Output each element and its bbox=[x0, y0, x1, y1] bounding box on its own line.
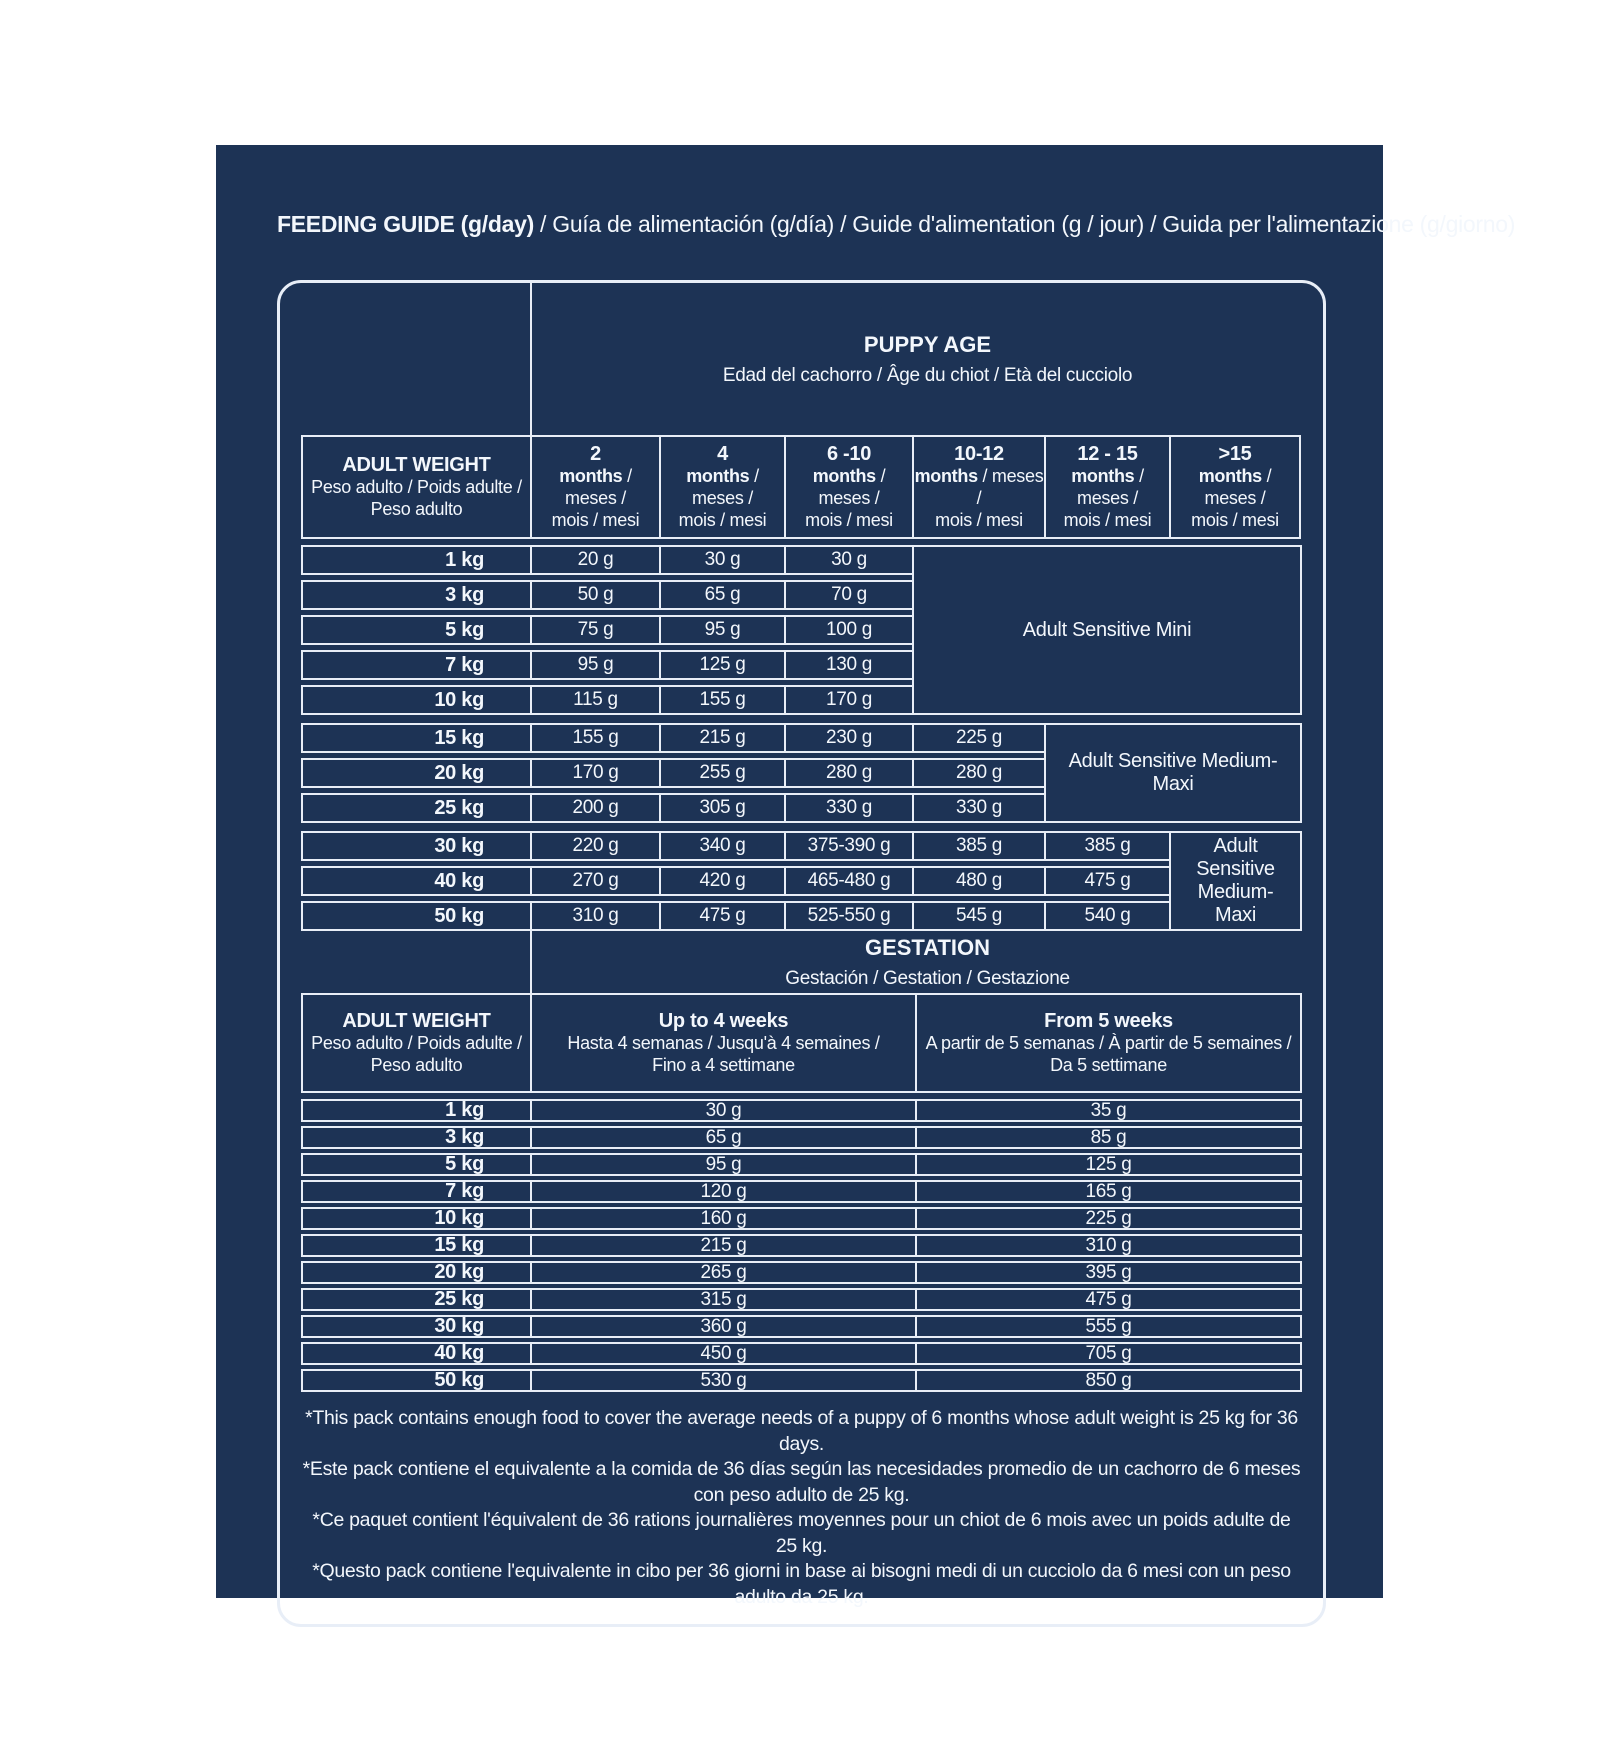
value-cell: 215 g bbox=[532, 1234, 917, 1257]
table-row bbox=[301, 866, 1171, 896]
value-cell: 330 g bbox=[914, 793, 1046, 823]
table-row bbox=[301, 1126, 1302, 1149]
value-cell: 35 g bbox=[917, 1099, 1302, 1122]
value-cell: 545 g bbox=[914, 901, 1046, 931]
value-cell: 220 g bbox=[532, 831, 661, 861]
puppy-table-header-row bbox=[301, 435, 1302, 539]
value-cell: 385 g bbox=[914, 831, 1046, 861]
table-row bbox=[301, 1153, 1302, 1176]
value-cell: 310 g bbox=[532, 901, 661, 931]
table-row bbox=[301, 545, 914, 575]
puppy-age-column-header: >15 months / meses / mois / mesi bbox=[1171, 435, 1301, 539]
table-row bbox=[301, 901, 1171, 931]
puppy-age-column-header: 10-12 months / meses / mois / mesi bbox=[914, 435, 1046, 539]
value-cell: 530 g bbox=[532, 1369, 917, 1392]
page-title-rest: / Guía de alimentación (g/día) / Guide d'alimentation (g / jour) / Guida per l'alimentazione (g/giorno) bbox=[533, 211, 1516, 237]
footnote-it: *Questo pack contiene l'equivalente in cibo per 36 giorni in base ai bisogni medi di un cucciolo da 6 mesi con un peso adulto da 25 kg. bbox=[312, 1560, 1291, 1608]
puppy-age-column-header: 6 -10 months / meses / mois / mesi bbox=[786, 435, 914, 539]
value-cell: 850 g bbox=[917, 1369, 1302, 1392]
weight-cell: 10 kg bbox=[301, 685, 532, 715]
value-cell: 280 g bbox=[914, 758, 1046, 788]
puppy-age-column-header: 4 months / meses / mois / mesi bbox=[661, 435, 786, 539]
weight-cell: 25 kg bbox=[301, 1288, 532, 1311]
weight-cell: 7 kg bbox=[301, 1180, 532, 1203]
table-row bbox=[301, 1207, 1302, 1230]
value-cell: 95 g bbox=[532, 650, 661, 680]
value-cell: 120 g bbox=[532, 1180, 917, 1203]
value-cell: 705 g bbox=[917, 1342, 1302, 1365]
value-cell: 75 g bbox=[532, 615, 661, 645]
puppy-age-column-header: 12 - 15 months / meses / mois / mesi bbox=[1046, 435, 1171, 539]
footnotes bbox=[301, 1406, 1302, 1610]
weight-cell: 30 kg bbox=[301, 831, 532, 861]
value-cell: 215 g bbox=[661, 723, 786, 753]
puppy-age-column-header: 2 months / meses / mois / mesi bbox=[532, 435, 661, 539]
puppy-table-body bbox=[301, 545, 1302, 931]
product-range-cell: Adult Sensitive Medium-Maxi bbox=[1169, 831, 1302, 931]
weight-cell: 5 kg bbox=[301, 615, 532, 645]
weight-cell: 10 kg bbox=[301, 1207, 532, 1230]
product-range-cell: Adult Sensitive Medium-Maxi bbox=[1044, 723, 1302, 823]
value-cell: 475 g bbox=[661, 901, 786, 931]
value-cell: 160 g bbox=[532, 1207, 917, 1230]
value-cell: 95 g bbox=[661, 615, 786, 645]
from-5-weeks-header: From 5 weeks A partir de 5 semanas / À partir de 5 semaines / Da 5 settimane bbox=[917, 993, 1302, 1093]
value-cell: 280 g bbox=[786, 758, 914, 788]
gestation-table-body bbox=[301, 1099, 1302, 1392]
value-cell: 255 g bbox=[661, 758, 786, 788]
weight-cell: 3 kg bbox=[301, 580, 532, 610]
table-row bbox=[301, 1369, 1302, 1392]
value-cell: 30 g bbox=[786, 545, 914, 575]
weight-cell: 25 kg bbox=[301, 793, 532, 823]
value-cell: 385 g bbox=[1046, 831, 1171, 861]
weight-cell: 50 kg bbox=[301, 1369, 532, 1392]
adult-weight-header: ADULT WEIGHT Peso adulto / Poids adulte / Peso adulto bbox=[301, 435, 532, 539]
weight-cell: 5 kg bbox=[301, 1153, 532, 1176]
value-cell: 360 g bbox=[532, 1315, 917, 1338]
value-cell: 170 g bbox=[786, 685, 914, 715]
value-cell: 375-390 g bbox=[786, 831, 914, 861]
page-title bbox=[277, 211, 1515, 238]
value-cell: 70 g bbox=[786, 580, 914, 610]
value-cell: 315 g bbox=[532, 1288, 917, 1311]
weight-cell: 30 kg bbox=[301, 1315, 532, 1338]
table-row bbox=[301, 1342, 1302, 1365]
weight-cell: 1 kg bbox=[301, 1099, 532, 1122]
table-row bbox=[301, 580, 914, 610]
value-cell: 450 g bbox=[532, 1342, 917, 1365]
value-cell: 540 g bbox=[1046, 901, 1171, 931]
value-cell: 340 g bbox=[661, 831, 786, 861]
value-cell: 125 g bbox=[661, 650, 786, 680]
weight-cell: 1 kg bbox=[301, 545, 532, 575]
value-cell: 30 g bbox=[661, 545, 786, 575]
up-to-4-weeks-header: Up to 4 weeks Hasta 4 semanas / Jusqu'à 4 semaines / Fino a 4 settimane bbox=[532, 993, 917, 1093]
weight-cell: 20 kg bbox=[301, 1261, 532, 1284]
table-row bbox=[301, 831, 1171, 861]
value-cell: 475 g bbox=[1046, 866, 1171, 896]
value-cell: 170 g bbox=[532, 758, 661, 788]
value-cell: 230 g bbox=[786, 723, 914, 753]
table-row bbox=[301, 1288, 1302, 1311]
weight-cell: 15 kg bbox=[301, 1234, 532, 1257]
value-cell: 95 g bbox=[532, 1153, 917, 1176]
table-row bbox=[301, 1315, 1302, 1338]
value-cell: 475 g bbox=[917, 1288, 1302, 1311]
value-cell: 555 g bbox=[917, 1315, 1302, 1338]
value-cell: 200 g bbox=[532, 793, 661, 823]
table-row bbox=[301, 1261, 1302, 1284]
puppy-age-group bbox=[301, 723, 1302, 823]
value-cell: 420 g bbox=[661, 866, 786, 896]
table-row bbox=[301, 1099, 1302, 1122]
product-range-cell: Adult Sensitive Mini bbox=[912, 545, 1302, 715]
value-cell: 65 g bbox=[532, 1126, 917, 1149]
gestation-subtitle: Gestación / Gestation / Gestazione bbox=[785, 967, 1070, 989]
value-cell: 225 g bbox=[917, 1207, 1302, 1230]
value-cell: 165 g bbox=[917, 1180, 1302, 1203]
footnote-fr: *Ce paquet contient l'équivalent de 36 rations journalières moyennes pour un chiot de 6 mois avec un poids adulte de 25 kg. bbox=[312, 1509, 1291, 1557]
value-cell: 30 g bbox=[532, 1099, 917, 1122]
value-cell: 465-480 g bbox=[786, 866, 914, 896]
table-row bbox=[301, 1180, 1302, 1203]
feeding-guide-panel bbox=[216, 145, 1516, 1608]
adult-weight-header: ADULT WEIGHT Peso adulto / Poids adulte / Peso adulto bbox=[301, 993, 532, 1093]
value-cell: 130 g bbox=[786, 650, 914, 680]
table-row bbox=[301, 723, 1046, 753]
gestation-band bbox=[301, 931, 1302, 993]
value-cell: 155 g bbox=[532, 723, 661, 753]
value-cell: 100 g bbox=[786, 615, 914, 645]
weight-cell: 40 kg bbox=[301, 1342, 532, 1365]
value-cell: 115 g bbox=[532, 685, 661, 715]
footnote-en: *This pack contains enough food to cover the average needs of a puppy of 6 months whose adult weight is 25 kg for 36 days. bbox=[305, 1407, 1298, 1455]
weight-cell: 40 kg bbox=[301, 866, 532, 896]
table-row bbox=[301, 758, 1046, 788]
value-cell: 395 g bbox=[917, 1261, 1302, 1284]
value-cell: 525-550 g bbox=[786, 901, 914, 931]
value-cell: 225 g bbox=[914, 723, 1046, 753]
puppy-age-group bbox=[301, 831, 1302, 931]
weight-cell: 3 kg bbox=[301, 1126, 532, 1149]
table-row bbox=[301, 650, 914, 680]
value-cell: 125 g bbox=[917, 1153, 1302, 1176]
puppy-age-title: PUPPY AGE bbox=[863, 331, 992, 357]
gestation-title: GESTATION bbox=[864, 934, 991, 960]
value-cell: 50 g bbox=[532, 580, 661, 610]
value-cell: 85 g bbox=[917, 1126, 1302, 1149]
table-row bbox=[301, 1234, 1302, 1257]
gestation-table-header-row bbox=[301, 993, 1302, 1093]
table-row bbox=[301, 685, 914, 715]
page-title-bold: FEEDING GUIDE (g/day) bbox=[277, 211, 534, 237]
value-cell: 65 g bbox=[661, 580, 786, 610]
puppy-age-group bbox=[301, 545, 1302, 715]
value-cell: 265 g bbox=[532, 1261, 917, 1284]
value-cell: 330 g bbox=[786, 793, 914, 823]
weight-cell: 15 kg bbox=[301, 723, 532, 753]
value-cell: 305 g bbox=[661, 793, 786, 823]
weight-cell: 50 kg bbox=[301, 901, 532, 931]
feeding-guide-table-box bbox=[277, 280, 1326, 1627]
puppy-age-band bbox=[301, 283, 1302, 435]
value-cell: 155 g bbox=[661, 685, 786, 715]
table-row bbox=[301, 793, 1046, 823]
footnote-es: *Este pack contiene el equivalente a la comida de 36 días según las necesidades promedio de un cachorro de 6 meses con peso adulto de 25 kg. bbox=[302, 1458, 1301, 1506]
table-row bbox=[301, 615, 914, 645]
weight-cell: 20 kg bbox=[301, 758, 532, 788]
value-cell: 270 g bbox=[532, 866, 661, 896]
value-cell: 480 g bbox=[914, 866, 1046, 896]
puppy-age-subtitle: Edad del cachorro / Âge du chiot / Età del cucciolo bbox=[722, 364, 1133, 386]
value-cell: 310 g bbox=[917, 1234, 1302, 1257]
value-cell: 20 g bbox=[532, 545, 661, 575]
weight-cell: 7 kg bbox=[301, 650, 532, 680]
